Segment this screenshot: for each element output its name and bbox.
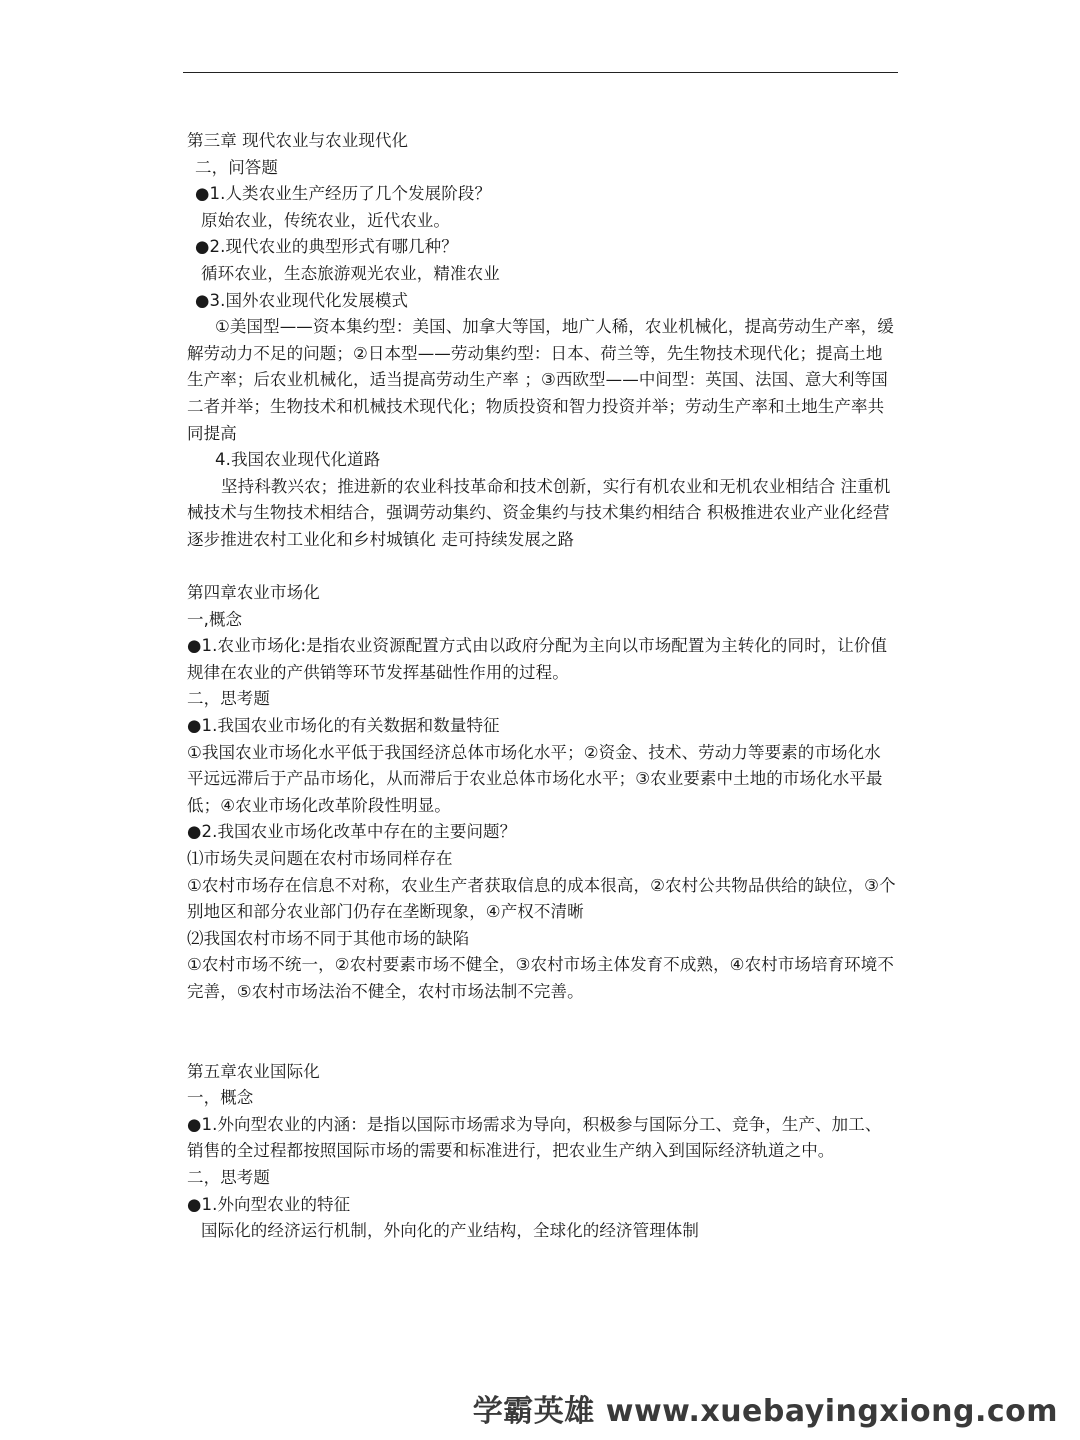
ch3-answer-4: 坚持科教兴农；推进新的农业科技革命和技术创新，实行有机农业和无机农业相结合 注重机械技术与生物技术相结合，强调劳动集约、资金集约与技术集约相结合 积极推进农业产业化经营 逐步推进农村工业化和乡村城镇化 走可持续发展之路	[187, 476, 891, 549]
chapter-5-title: 第五章农业国际化	[187, 1061, 320, 1081]
ch4-answer-1: ①我国农业市场化水平低于我国经济总体市场化水平；②资金、技术、劳动力等要素的市场化水平远远滞后于产品市场化，从而滞后于农业总体市场化水平；③农业要素中土地的市场化水平最低；④农业市场化改革阶段性明显。	[187, 742, 883, 815]
ch3-answer-3: ①美国型——资本集约型：美国、加拿大等国，地广人稀，农业机械化，提高劳动生产率，缓解劳动力不足的问题；②日本型——劳动集约型：日本、荷兰等，先生物技术现代化；提高土地生产率；后农业机械化，适当提高劳动生产率 ；③西欧型——中间型：英国、法国、意大利等国 二者并举；生物技术和机械技术现代化；物质投资和智力投资并举；劳动生产率和土地生产率共同提高	[187, 317, 894, 443]
ch3-answer-1: 原始农业，传统农业，近代农业。	[201, 210, 450, 230]
ch4-point-2-detail: ①农村市场不统一，②农村要素市场不健全，③农村市场主体发育不成熟，④农村市场培育环境不完善，⑤农村市场法治不健全，农村市场法制不完善。	[187, 955, 894, 1001]
ch3-question-4: 4.我国农业现代化道路	[215, 450, 381, 470]
header-rule	[183, 72, 898, 73]
ch4-section-concepts: 一,概念	[187, 609, 243, 629]
ch5-section-questions: 二，思考题	[187, 1167, 270, 1187]
ch3-question-1: ●1.人类农业生产经历了几个发展阶段？	[195, 184, 492, 204]
ch4-point-1-detail: ①农村市场存在信息不对称，农业生产者获取信息的成本很高，②农村公共物品供给的缺位，③个别地区和部分农业部门仍存在垄断现象，④产权不清晰	[187, 875, 896, 922]
ch4-question-1: ●1.我国农业市场化的有关数据和数量特征	[187, 716, 500, 736]
ch5-question-1: ●1.外向型农业的特征	[187, 1194, 351, 1214]
chapter-3-section-heading: 二，问答题	[195, 157, 278, 177]
document-body	[187, 128, 897, 1245]
footer-watermark: 学霸英雄 www.xuebayingxiong.com	[472, 1394, 1058, 1429]
ch4-point-1: ⑴市场失灵问题在农村市场同样存在	[187, 849, 453, 869]
ch3-answer-2: 循环农业，生态旅游观光农业，精准农业	[201, 263, 500, 283]
ch4-point-2: ⑵我国农村市场不同于其他市场的缺陷	[187, 928, 470, 948]
ch5-answer-1: 国际化的经济运行机制，外向化的产业结构，全球化的经济管理体制	[201, 1221, 699, 1241]
ch4-section-questions: 二，思考题	[187, 689, 270, 709]
ch5-definition-1: ●1.外向型农业的内涵：是指以国际市场需求为导向，积极参与国际分工、竞争，生产、加工、销售的全过程都按照国际市场的需要和标准进行，把农业生产纳入到国际经济轨道之中。	[187, 1114, 882, 1161]
ch3-question-3: ●3.国外农业现代化发展模式	[195, 290, 409, 310]
chapter-3-title: 第三章 现代农业与农业现代化	[187, 131, 409, 150]
chapter-4-title: 第四章农业市场化	[187, 583, 320, 603]
ch5-section-concepts: 一，概念	[187, 1088, 254, 1108]
ch4-question-2: ●2.我国农业市场化改革中存在的主要问题？	[187, 822, 517, 842]
ch3-question-2: ●2.现代农业的典型形式有哪几种？	[195, 237, 458, 257]
ch4-definition-1: ●1.农业市场化:是指农业资源配置方式由以政府分配为主向以市场配置为主转化的同时，让价值规律在农业的产供销等环节发挥基础性作用的过程。	[187, 636, 888, 682]
